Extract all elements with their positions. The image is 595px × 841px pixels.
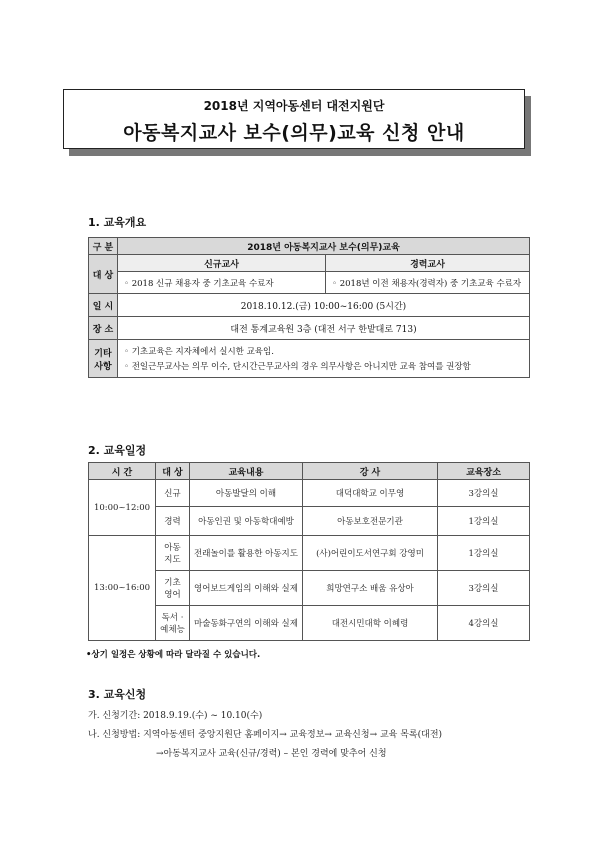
row-target-line-2: 지도 xyxy=(164,555,181,565)
row-content: 전래놀이를 활용한 아동지도 xyxy=(190,536,303,571)
table-row xyxy=(89,571,530,606)
table-row xyxy=(89,255,530,272)
row-room: 3강의실 xyxy=(438,571,530,606)
document-title: 아동복지교사 보수(의무)교육 신청 안내 xyxy=(123,122,465,144)
row-lecturer: 대전시민대학 이혜령 xyxy=(303,606,438,641)
row-target xyxy=(156,606,190,641)
column-header-time: 시 간 xyxy=(89,463,156,480)
section-heading-application: 3. 교육신청 xyxy=(88,688,147,701)
etc-value xyxy=(118,340,530,378)
row-target xyxy=(156,536,190,571)
document-subtitle: 2018년 지역아동센터 대전지원단 xyxy=(203,99,385,113)
etc-label-line-1: 기타 xyxy=(94,348,112,359)
row-lecturer: 아동보호전문기관 xyxy=(303,507,438,536)
category-label: 구 분 xyxy=(89,238,118,255)
table-row xyxy=(89,536,530,571)
target-label: 대 상 xyxy=(89,255,118,294)
etc-line-1: ◦ 기초교육은 지자체에서 실시한 교육임. xyxy=(124,347,274,357)
date-value: 2018.10.12.(금) 10:00~16:00 (5시간) xyxy=(118,294,530,317)
date-label: 일 시 xyxy=(89,294,118,317)
row-target: 경력 xyxy=(156,507,190,536)
overview-table xyxy=(88,237,530,378)
table-row xyxy=(89,480,530,507)
schedule-note: •상기 일정은 상황에 따라 달라질 수 있습니다. xyxy=(86,650,261,660)
experienced-teacher-desc: ◦ 2018년 이전 채용자(경력자) 중 기초교육 수료자 xyxy=(326,272,530,294)
row-lecturer: 대덕대학교 이무영 xyxy=(303,480,438,507)
row-lecturer: (사)어린이도서연구회 강영미 xyxy=(303,536,438,571)
etc-line-2: ◦ 전일근무교사는 의무 이수, 단시간근무교사의 경우 의무사항은 아니지만 교육 참여를 권장함 xyxy=(124,362,471,372)
etc-label-line-2: 사항 xyxy=(94,361,112,372)
row-room: 1강의실 xyxy=(438,536,530,571)
row-target-line-2: 영어 xyxy=(164,590,181,600)
category-value: 2018년 아동복지교사 보수(의무)교육 xyxy=(118,238,530,255)
table-row xyxy=(89,238,530,255)
section-heading-overview: 1. 교육개요 xyxy=(88,216,147,229)
section-heading-schedule: 2. 교육일정 xyxy=(88,444,147,457)
row-content: 마술동화구연의 이해와 실제 xyxy=(190,606,303,641)
experienced-teacher-label: 경력교사 xyxy=(326,255,530,272)
table-row xyxy=(89,606,530,641)
row-content: 아동발달의 이해 xyxy=(190,480,303,507)
row-content: 영어보드게임의 이해와 실제 xyxy=(190,571,303,606)
row-lecturer: 희망연구소 배움 유상아 xyxy=(303,571,438,606)
column-header-room: 교육장소 xyxy=(438,463,530,480)
new-teacher-label: 신규교사 xyxy=(118,255,326,272)
row-target: 신규 xyxy=(156,480,190,507)
place-value: 대전 통계교육원 3층 (대전 서구 한밭대로 713) xyxy=(118,317,530,340)
row-target xyxy=(156,571,190,606)
table-row xyxy=(89,340,530,378)
row-target-line-1: 독서 · xyxy=(161,613,184,623)
etc-label xyxy=(89,340,118,378)
afternoon-time: 13:00~16:00 xyxy=(89,536,156,641)
table-header-row xyxy=(89,463,530,480)
table-row xyxy=(89,507,530,536)
place-label: 장 소 xyxy=(89,317,118,340)
column-header-lecturer: 강 사 xyxy=(303,463,438,480)
title-box xyxy=(63,89,525,149)
schedule-table xyxy=(88,462,530,641)
column-header-content: 교육내용 xyxy=(190,463,303,480)
row-room: 4강의실 xyxy=(438,606,530,641)
column-header-target: 대 상 xyxy=(156,463,190,480)
row-room: 3강의실 xyxy=(438,480,530,507)
new-teacher-desc: ◦ 2018 신규 채용자 중 기초교육 수료자 xyxy=(118,272,326,294)
row-target-line-2: 예체능 xyxy=(160,625,185,635)
application-period: 가. 신청기간: 2018.9.19.(수) ~ 10.10(수) xyxy=(88,711,263,721)
morning-time: 10:00~12:00 xyxy=(89,480,156,536)
row-target-line-1: 기초 xyxy=(164,578,181,588)
table-row xyxy=(89,294,530,317)
application-method-continued: →아동복지교사 교육(신규/경력) – 본인 경력에 맞추어 신청 xyxy=(156,749,387,759)
row-target-line-1: 아동 xyxy=(164,543,181,553)
row-content: 아동인권 및 아동학대예방 xyxy=(190,507,303,536)
row-room: 1강의실 xyxy=(438,507,530,536)
table-row xyxy=(89,317,530,340)
application-method: 나. 신청방법: 지역아동센터 중앙지원단 홈페이지→ 교육정보→ 교육신청→ 교육 목록(대전) xyxy=(88,730,443,740)
table-row xyxy=(89,272,530,294)
